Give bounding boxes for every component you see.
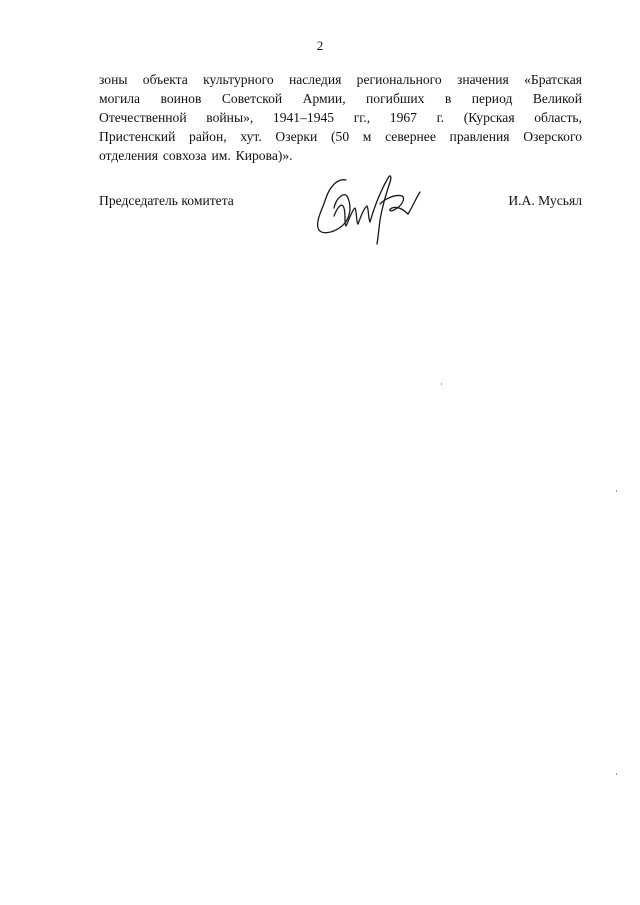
page-number: 2 bbox=[316, 38, 324, 53]
scan-speck bbox=[616, 773, 617, 775]
paragraph-line: Отечественной войны», 1941–1945 гг., 1967 г. (Курская область, bbox=[99, 110, 582, 125]
signer-position: Председатель комитета bbox=[99, 193, 234, 208]
scan-speck bbox=[616, 490, 617, 492]
handwritten-signature bbox=[308, 168, 428, 246]
scan-speck bbox=[441, 383, 442, 385]
paragraph-line: зоны объекта культурного наследия регионального значения «Братская bbox=[99, 72, 582, 87]
body-paragraph bbox=[99, 70, 582, 165]
paragraph-line: отделения совхоза им. Кирова)». bbox=[99, 148, 293, 163]
paragraph-line: могила воинов Советской Армии, погибших в период Великой bbox=[99, 91, 582, 106]
paragraph-line: Пристенский район, хут. Озерки (50 м севернее правления Озерского bbox=[99, 129, 582, 144]
signer-name: И.А. Мусьял bbox=[508, 193, 582, 208]
